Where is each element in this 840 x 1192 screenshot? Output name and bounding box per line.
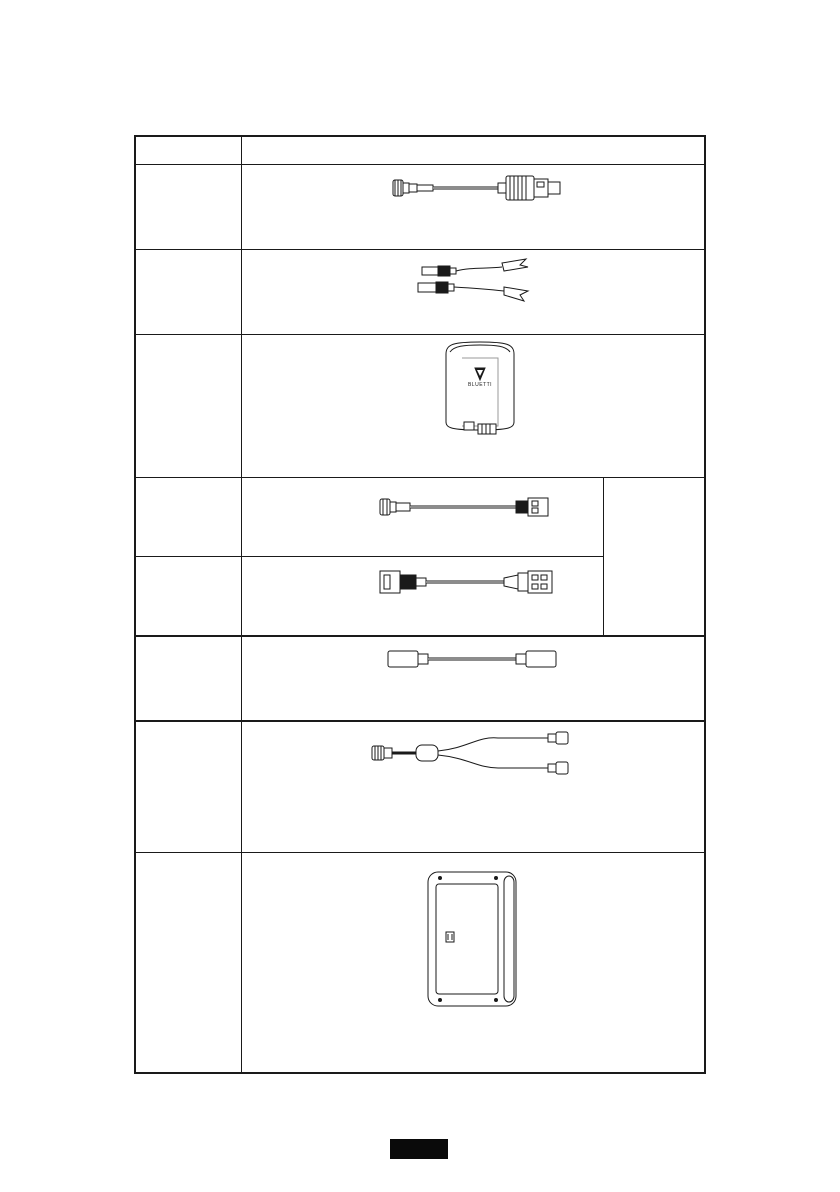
row-label [136, 255, 241, 263]
solar-clip-cable-illustration [416, 255, 536, 307]
bluetti-module-illustration [440, 340, 520, 440]
cable-round-to-large-plug-illustration [388, 170, 568, 206]
row-label [136, 170, 241, 178]
row-divider [134, 249, 706, 250]
y-splitter-cable-illustration [368, 730, 582, 780]
cable-round-to-square-illustration [376, 493, 556, 521]
cable-square-to-square-illustration [376, 567, 560, 597]
row-label [136, 340, 241, 348]
wall-mount-panel-illustration [424, 870, 520, 1010]
row-label [136, 483, 241, 491]
usb-c-cable-illustration [386, 648, 558, 670]
row-divider [134, 477, 706, 478]
page-number-block [390, 1139, 448, 1159]
row-divider [134, 635, 706, 637]
row-label [136, 562, 241, 570]
row-divider [134, 334, 706, 335]
row-label [136, 858, 241, 866]
row-divider [134, 556, 604, 557]
side-column-divider [603, 477, 604, 635]
row-label [136, 727, 241, 735]
bluetti-logo-text: BLUETTI [467, 382, 493, 388]
row-divider [134, 852, 706, 853]
row-label [136, 642, 241, 650]
row-divider [134, 720, 706, 722]
column-divider [241, 135, 242, 1074]
header-divider [134, 164, 706, 165]
